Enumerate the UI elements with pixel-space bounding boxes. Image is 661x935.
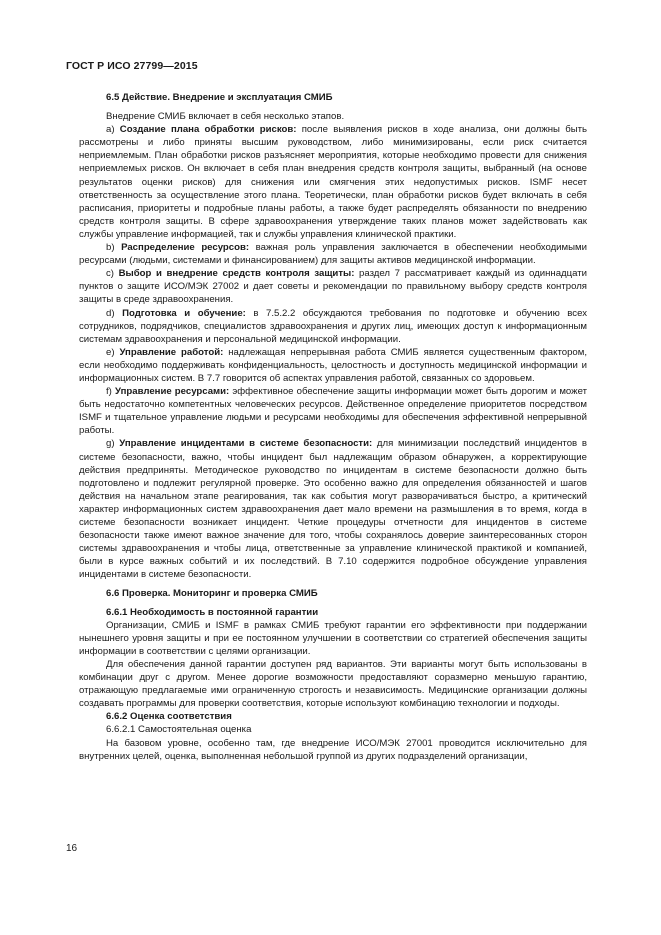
- list-item-b: [79, 241, 587, 267]
- item-term: Управление работой:: [119, 346, 224, 358]
- subsection-heading-6-6-2-1: 6.6.2.1 Самостоятельная оценка: [106, 724, 252, 736]
- list-item-g: [79, 437, 587, 581]
- subsection-heading-6-6-2: 6.6.2 Оценка соответствия: [106, 711, 232, 723]
- paragraph: Организации, СМИБ и ISMF в рамках СМИБ требуют гарантии его эффективности при поддержании нынешнего уровня защиты и при ее постоянном улучшении в соответствии со стратегией обеспечения защиты информации в соответствии с целями организации.: [79, 619, 587, 657]
- paragraph: Внедрение СМИБ включает в себя несколько этапов.: [106, 111, 345, 123]
- subsection-heading-6-6-1: 6.6.1 Необходимость в постоянной гарантии: [106, 606, 319, 618]
- item-text: в 7.5.2.2 обсуждаются требования по подготовке и обучению всех сотрудников, подрядчиков, специалистов здравоохранения и других лиц, имеющих доступ к информационным системам здравоохранения и персональной медицинской информации.: [79, 307, 588, 345]
- item-text: после выявления рисков в ходе анализа, они должны быть рассмотрены и либо приняты высшим руководством, либо минимизированы, если риск считается неприемлемым. План обработки рисков разъясняет мероприятия, которые необходимо провести для снижения неприемлемых рисков. Он включает в себя план внедрения средств контроля защиты, выбранный (на основе результатов оценки рисков) для снижения или смягчения этих недопустимых рисков. ISMF несет ответственность за осуществление этого плана. Теоретически, план обработки рисков будет включать в себя расписания, приоритеты и подробные планы работы, а также будет распределять обязанности по внедрению средств контроля защиты. В сфере здравоохранения утверждение таких планов может задействовать как службы управление информацией, так и службы управления клинической практики.: [79, 124, 587, 240]
- item-label: c): [106, 268, 119, 280]
- item-label: g): [106, 438, 120, 450]
- item-term: Управление инцидентами в системе безопасности:: [119, 438, 373, 450]
- item-term: Управление ресурсами:: [114, 386, 230, 398]
- document-header: ГОСТ Р ИСО 27799—2015: [66, 60, 198, 72]
- item-label: e): [106, 346, 120, 358]
- item-text: важная роль управления заключается в обеспечении необходимыми ресурсами (людьми, системами и финансированием) для защиты активов медицинской информации.: [79, 242, 587, 267]
- item-label: f): [106, 386, 115, 398]
- item-label: d): [106, 307, 123, 319]
- list-item-d: [79, 307, 587, 346]
- item-term: Создание плана обработки рисков:: [119, 124, 297, 136]
- item-text: эффективное обеспечение защиты информации может быть дорогим и может быть недостаточно компетентных человеческих ресурсов. Действенное определение приоритетов посредством ISMF и тщательное управление людьми и ресурсами необходимы для обеспечения эффективной непрерывной работы.: [79, 386, 587, 437]
- item-text: надлежащая непрерывная работа СМИБ является существенным фактором, если необходимо поддерживать конфиденциальность, целостность и доступность медицинской информации и информационных систем. В 7.7 говорится об аспектах управления работой, связанных со здоровьем.: [79, 346, 587, 384]
- document-body: [79, 91, 587, 763]
- item-term: Подготовка и обучение:: [122, 307, 246, 319]
- section-heading-6-5: 6.5 Действие. Внедрение и эксплуатация СМИБ: [106, 92, 333, 103]
- list-item-e: [79, 346, 587, 385]
- list-item-a: [79, 123, 587, 241]
- item-text: для минимизации последствий инцидентов в системе безопасности, важно, чтобы инцидент был надлежащим образом обнаружен, а корректирующие действия предприняты. Методическое руководство по инцидентам в системе безопасности должно быть подготовлено и подлежит регулярной проверке. Это особенно важно для определения обязанностей и шагов действия на начальном этапе реагирования, так как события могут разворачиваться быстро, а критический характер информационных систем здравоохранения дает мало времени на размышления в то время, когда в системе безопасности возникает инцидент. Четкие процедуры отчетности для инцидентов в системе безопасности также имеют важное значение для того, чтобы сохранялось доверие заинтересованных сторон системы здравоохранения и чтобы лица, ответственные за управление клинической практикой и компанией, были в курсе важных событий и их последствий. В 7.10 содержится подробное обсуждение управления инцидентами в системе безопасности.: [79, 438, 587, 581]
- list-item-f: [79, 385, 587, 437]
- paragraph: Для обеспечения данной гарантии доступен ряд вариантов. Эти варианты могут быть использованы в комбинации друг с другом. Менее дорогие возможности предоставляют соразмерно меньшую гарантию, отражающую предлагаемые ими ограниченную строгость и независимость. Медицинские организации должны создавать программы для проверки соответствия, которые используют комбинацию технологии и подходы.: [79, 658, 587, 710]
- page-number: 16: [66, 843, 78, 854]
- item-label: a): [106, 124, 120, 136]
- item-term: Распределение ресурсов:: [121, 242, 250, 254]
- paragraph: На базовом уровне, особенно там, где внедрение ИСО/МЭК 27001 проводится исключительно для внутренних целей, оценка, выполненная небольшой группой из других подразделений организации,: [79, 737, 587, 762]
- item-label: b): [106, 242, 122, 254]
- list-item-c: [79, 267, 587, 306]
- item-text: раздел 7 рассматривает каждый из одиннадцати пунктов о защите ИСО/МЭК 27002 и дает советы и рекомендации по правильному выбору средств контроля защиты в среде здравоохранения.: [79, 268, 587, 306]
- section-heading-6-6: 6.6 Проверка. Мониторинг и проверка СМИБ: [106, 588, 318, 600]
- item-term: Выбор и внедрение средств контроля защиты:: [118, 268, 355, 280]
